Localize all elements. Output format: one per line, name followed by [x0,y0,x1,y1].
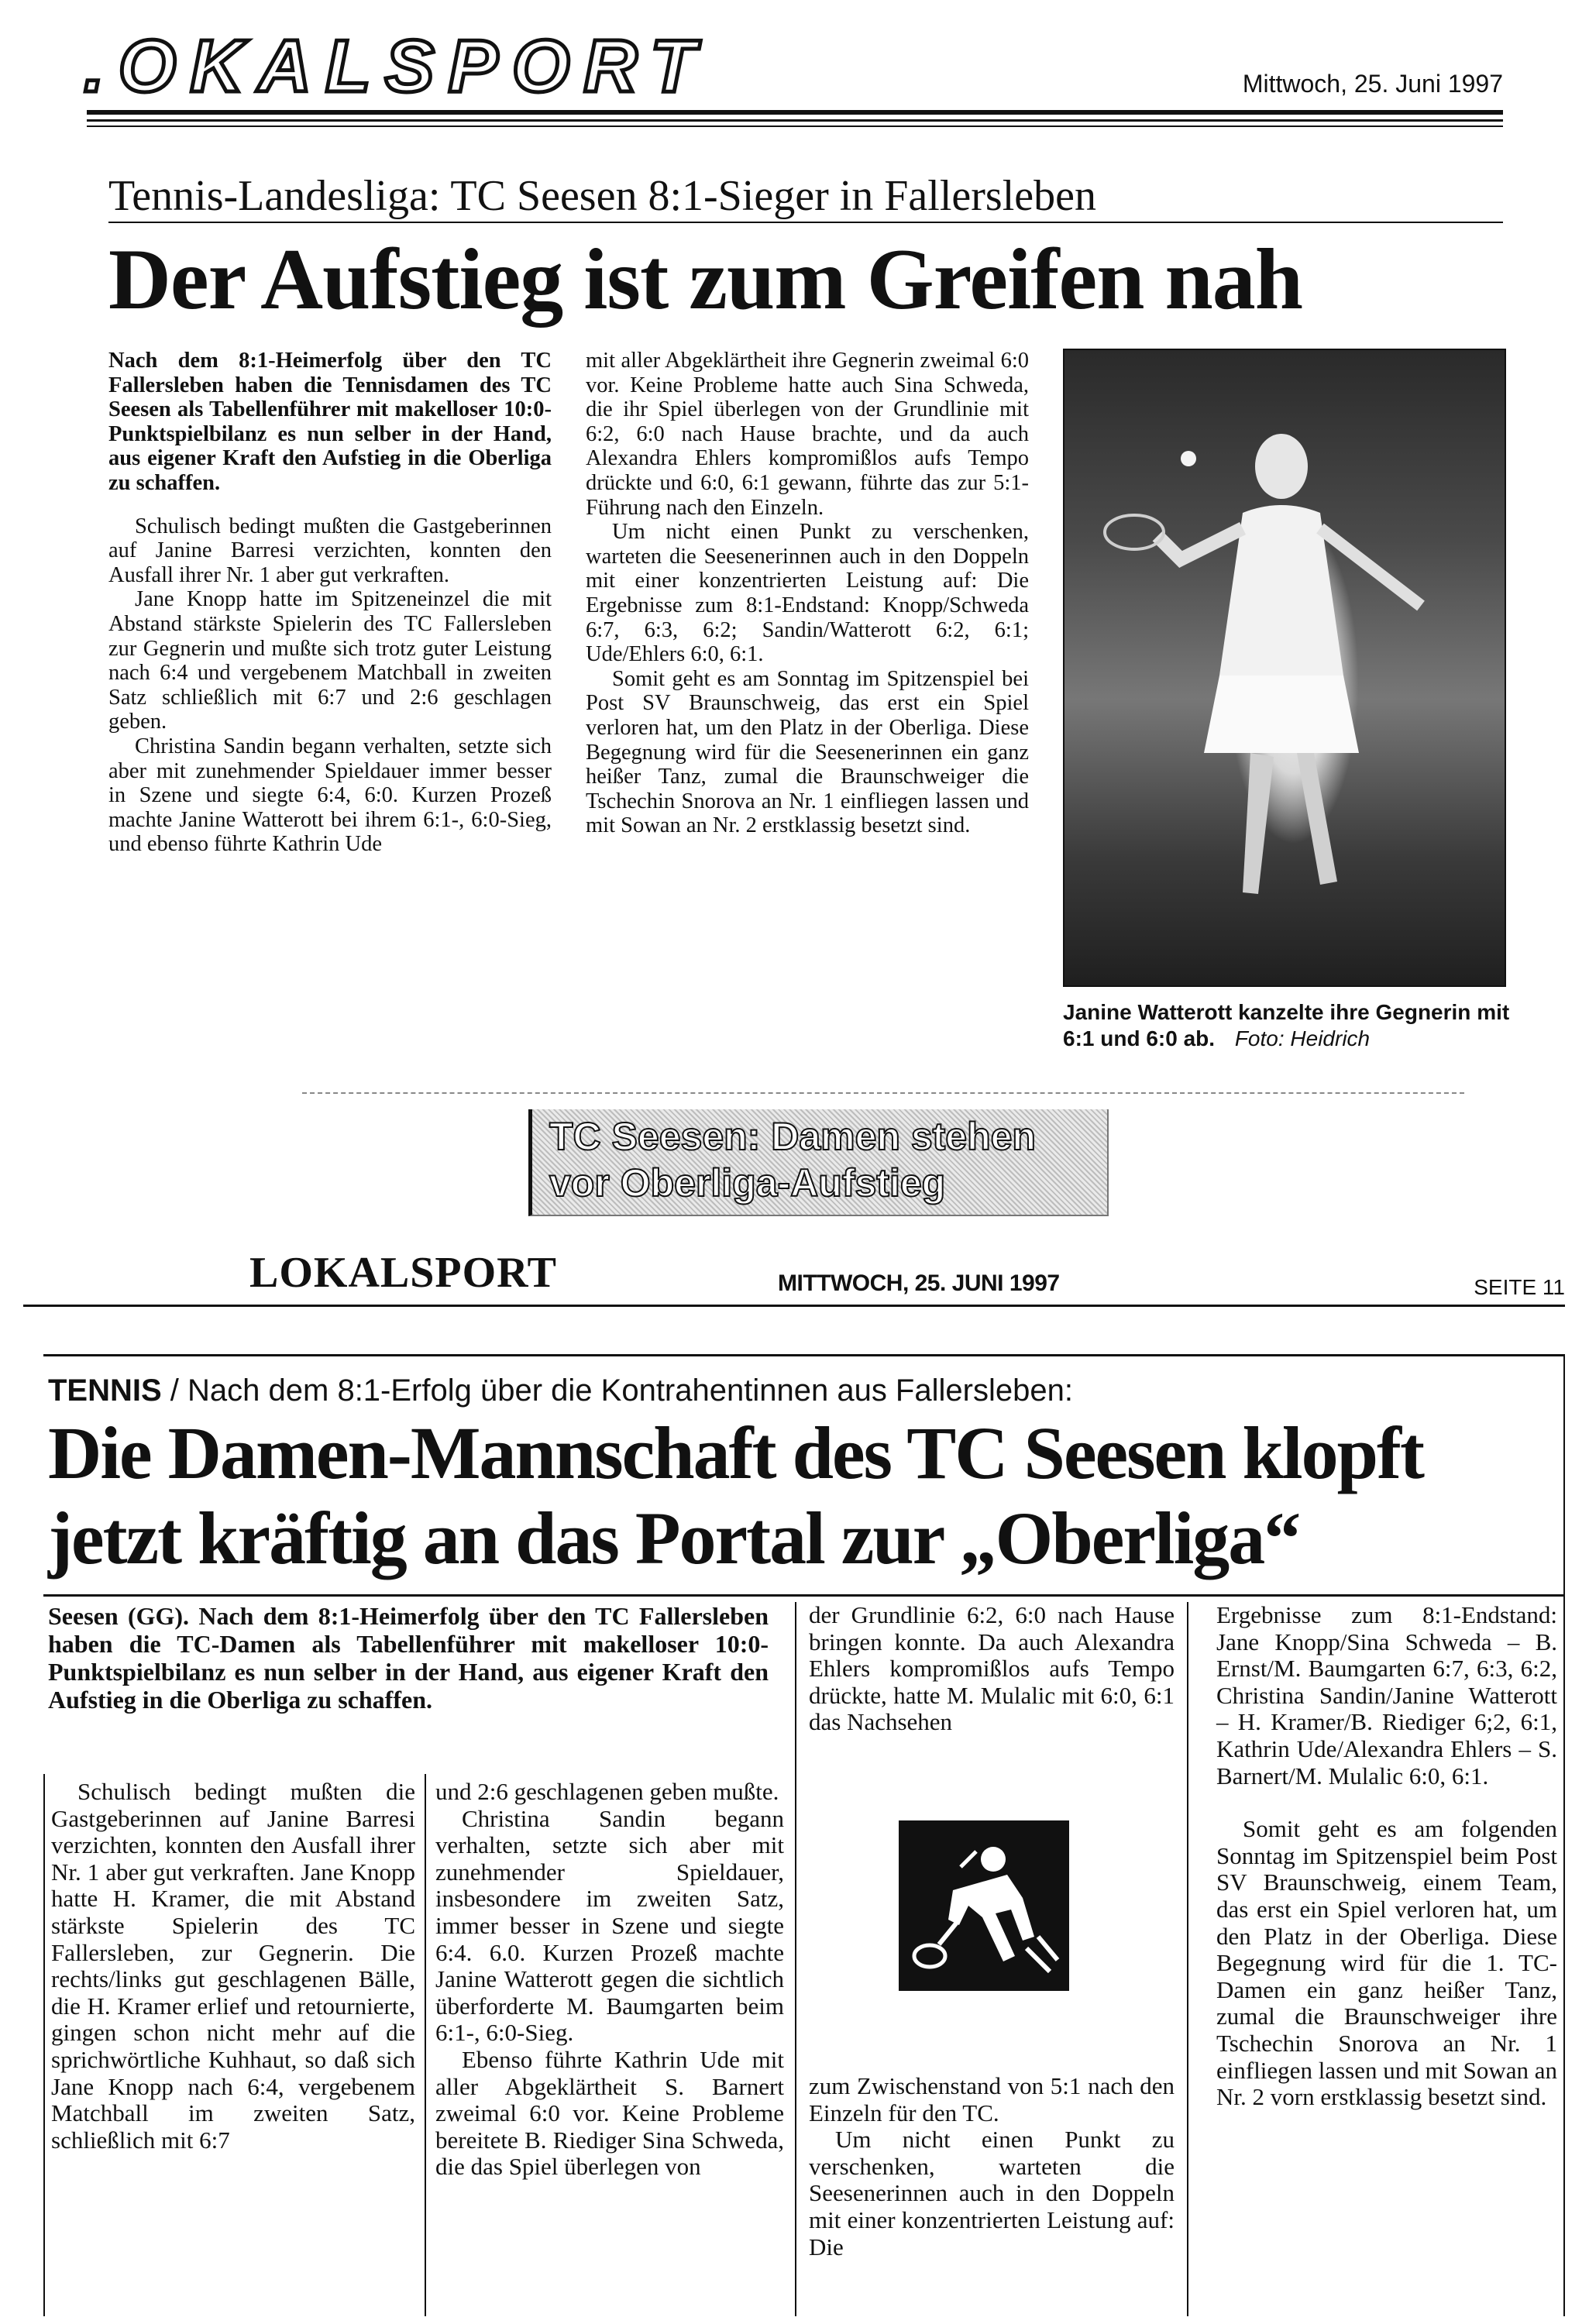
bottom-right-rule [1563,1354,1565,2316]
bottom-col2-paragraph: Christina Sandin begann verhalten, setzte sich aber mit zunehmender Spieldauer, insbesondere im zweiten Satz, immer besser in Szene und siegte 6:4. 6.0. Kurzen Prozeß machte Janine Watterott gegen die sichtlich überforderte M. Baumgarten beim 6:1-, 6:0-Sieg. [435,1804,784,2047]
top-kicker-rule [108,222,1503,223]
bottom-col3-paragraph: zum Zwischenstand von 5:1 nach den Einzeln für den TC. [809,2072,1175,2126]
bottom-date: MITTWOCH, 25. JUNI 1997 [778,1270,1060,1296]
bottom-page-number: SEITE 11 [1474,1275,1565,1299]
bottom-column-3-top [809,1602,1175,1736]
top-col2-paragraph: Somit geht es am Sonntag im Spitzenspiel bei Post SV Braunschweig, das erst ein Spiel verloren hat, um den Platz in der Oberliga. Diese Begegnung wird für die Seesenerinnen ein ganz heißer Tanz, zumal die Braunschweiger die Tschechin Snorova an Nr. 1 einfliegen lassen und mit Sowan an Nr. 2 erstklassig besetzt sind. [586,666,1029,838]
summary-banner [528,1109,1109,1216]
bottom-column-1 [51,1779,415,2154]
bottom-masthead: LOKALSPORT [249,1249,557,1297]
tennis-player-silhouette-icon [1064,350,1505,985]
top-date: Mittwoch, 25. Juni 1997 [1242,70,1503,98]
bottom-col4-paragraph: Somit geht es am folgenden Sonntag im Spitzenspiel beim Post SV Braunschweig, einem Team, das erst ein Spiel verloren hat, um den Platz in der Oberliga. Diese Begegnung wird für die 1. TC-Damen ein ganz heißer Tanz, zumal die Braunschweiger ihre Tschechin Snorova an Nr. 1 einfliegen lassen und mit Sowan an Nr. 2 vorn erstklassig besetzt sind. [1216,1815,1557,2111]
bottom-column-rule-1 [425,1774,426,2316]
bottom-col2-paragraph: Ebenso führte Kathrin Ude mit aller Abgeklärtheit S. Barnert zweimal 6:0 vor. Keine Probleme bereitete B. Riediger Sina Schweda, die das Spiel überlegen von [435,2045,784,2181]
bottom-column-4 [1216,1602,1557,2111]
banner-line-1: TC Seesen: Damen stehen [549,1115,1036,1158]
bottom-left-rule [43,1774,45,2316]
bottom-column-3-bottom [809,2073,1175,2260]
tennis-player-photo [1063,349,1506,987]
bottom-headline-rule [43,1594,1565,1597]
top-col2-paragraph: mit aller Abgeklärtheit ihre Gegnerin zweimal 6:0 vor. Keine Probleme hatte auch Sina Schweda, die ihr Spiel überlegen von der Grundlinie mit 6:2, 6:0 nach Hause brachte, und da auch Alexandra Ehlers kompromißlos aufs Tempo drückte und 6:0, 6:1 gewann, führte das zur 5:1-Führung nach den Einzeln. [586,349,1029,520]
bottom-col1-paragraph: Schulisch bedingt mußten die Gastgeberinnen auf Janine Barresi verzichten, konnten den Ausfall ihrer Nr. 1 aber gut verkraften. Jane Knopp hatte H. Kramer, die mit Abstand stärkste Spielerin des TC Fallersleben, zur Gegnerin. Die rechts/links gut geschlagenen Bälle, die H. Kramer erlief und retournierte, gingen schon nicht mehr auf die sprichwörtliche Kuhhaut, so daß sich Jane Knopp nach 6:4, vergebenem Matchball im zweiten Satz, schließlich mit 6:7 [51,1778,415,2154]
bottom-col4-paragraph: Ergebnisse zum 8:1-Endstand: Jane Knopp/Sina Schweda – B. Ernst/M. Baumgarten 6:7, 6:3, 6:2, Christina Sandin/Janine Watterott – H. Kramer/B. Riediger 6;2, 6:1, Kathrin Ude/Alexandra Ehlers – S. Barnert/M. Mulalic 6:0, 6:1. [1216,1601,1557,1789]
bottom-masthead-rule [23,1305,1565,1307]
bottom-headline-line-1: Die Damen-Mannschaft des TC Seesen klopft [48,1411,1423,1494]
bottom-column-rule-3 [1187,1602,1188,2316]
top-col1-paragraph: Christina Sandin begann verhalten, setzte sich aber mit zunehmender Spieldauer immer besser in Szene und siegte 6:4, 6:0. Kurzen Prozeß machte Janine Watterott bei ihrem 6:1-, 6:0-Sieg, und ebenso führte Kathrin Ude [108,734,552,857]
top-masthead: .OKALSPORT [84,25,710,108]
top-column-2 [586,349,1029,838]
bottom-kicker-text: / Nach dem 8:1-Erfolg über die Kontrahentinnen aus Fallersleben: [161,1373,1073,1408]
bottom-column-2 [435,1779,784,2181]
top-col2-paragraph: Um nicht einen Punkt zu verschenken, warteten die Seesenerinnen auch in den Doppeln mit einer konzentrierten Leistung auf: Die Ergebnisse zum 8:1-Endstand: Knopp/Schweda 6:7, 6:3, 6:2; Sandin/Watterott 6:2, 6:1; Ude/Ehlers 6:0, 6:1. [586,520,1029,667]
tennis-pictogram-icon [899,1820,1069,1991]
top-masthead-rule-thin [87,119,1503,122]
bottom-section-rule [43,1354,1565,1356]
top-col1-paragraph: Jane Knopp hatte im Spitzeneinzel die mit Abstand stärkste Spielerin des TC Fallersleben zur Gegnerin und mußte sich trotz guter Leistung nach 6:4 und vergebenem Matchball in zweiten Satz schließlich mit 6:7 und 2:6 geschlagen geben. [108,587,552,734]
top-kicker: Tennis-Landesliga: TC Seesen 8:1-Sieger in Fallersleben [108,172,1096,220]
bottom-kicker [48,1373,1073,1408]
bottom-col3-paragraph: Um nicht einen Punkt zu verschenken, warteten die Seesenerinnen auch in den Doppeln mit einer konzentrierten Leistung auf: Die [809,2126,1175,2260]
bottom-kicker-section: TENNIS [48,1373,162,1408]
bottom-headline-line-2: jetzt kräftig an das Portal zur „Oberliga“ [48,1497,1300,1580]
top-column-1 [108,349,552,857]
banner-line-2: vor Oberliga-Aufstieg [549,1161,946,1205]
top-headline: Der Aufstieg ist zum Greifen nah [108,232,1303,328]
bottom-col2-paragraph: und 2:6 geschlagenen geben mußte. [435,1778,779,1805]
top-dashed-divider [302,1092,1464,1094]
photo-caption-text: Janine Watterott kanzelte ihre Gegnerin mit 6:1 und 6:0 ab. [1063,1000,1510,1050]
photo-caption [1063,999,1512,1052]
bottom-col3-paragraph: der Grundlinie 6:2, 6:0 nach Hause bringen konnte. Da auch Alexandra Ehlers kompromißlos aufs Tempo drückte, hatte M. Mulalic mit 6:0, 6:1 das Nachsehen [809,1601,1175,1736]
top-col1-paragraph: Schulisch bedingt mußten die Gastgeberinnen auf Janine Barresi verzichten, konnten den Ausfall ihrer Nr. 1 aber gut verkraften. [108,514,552,587]
bottom-lead: Seesen (GG). Nach dem 8:1-Heimerfolg über den TC Fallersleben haben die TC-Damen als Tabellenführer mit makelloser 10:0-Punktspielbilanz es nun selber in der Hand, aus eigener Kraft den Aufstieg in die Oberliga zu schaffen. [48,1602,769,1714]
photo-credit: Foto: Heidrich [1234,1026,1371,1050]
bottom-column-rule-2 [795,1602,796,2316]
bottom-lead-box [48,1602,769,1714]
top-lead: Nach dem 8:1-Heimerfolg über den TC Fallersleben haben die Tennisdamen des TC Seesen als Tabellenführer mit makelloser 10:0-Punktspielbilanz es nun selber in der Hand, aus eigener Kraft den Aufstieg in die Oberliga zu schaffen. [108,349,552,495]
top-masthead-rule-thin2 [87,125,1503,127]
top-masthead-rule [87,110,1503,115]
